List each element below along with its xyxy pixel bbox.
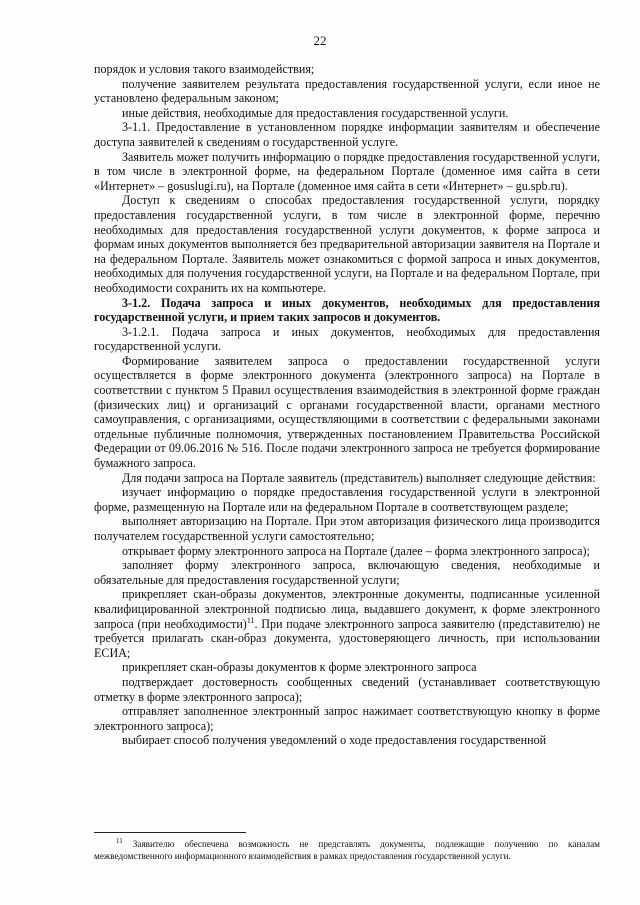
paragraph: иные действия, необходимые для предоставления государственной услуги. [122, 105, 509, 120]
page-number: 22 [313, 33, 327, 48]
paragraph: Формирование заявителем запроса о предоставлении государственной услуги осуществляется в форме электронного документа (электронного запроса) на Портале в соответствии с пунктом 5 Правил осуществления взаимодействия в электронной форме граждан (физических лиц) и организаций с органами государственной власти, органами местного самоуправления, с организациями, осуществляющими в соответствии с федеральными законами отдельные публичные полномочия, утвержденных постановлением Правительства Российской Федерации от 09.06.2016 № 516. После подачи электронного запроса не требуется формирование бумажного запроса. [94, 353, 600, 471]
list-item: прикрепляет скан-образы документов к форме электронного запроса [122, 660, 477, 675]
footnote-divider [94, 832, 246, 833]
list-item: выполняет авторизацию на Портале. При этом авторизация физического лица производится получателем государственной услуги самостоятельно; [94, 514, 600, 543]
footnote-reference: 11 [246, 615, 255, 625]
list-item: изучает информацию о порядке предоставления государственной услуги в электронной форме, размещенную на Портале или на федеральном Портале в соответствующем разделе; [94, 485, 600, 514]
footnote-number: 11 [116, 836, 123, 845]
list-item: открывает форму электронного запроса на Портале (далее – форма электронного запроса); [122, 543, 590, 558]
document-body [94, 62, 600, 748]
paragraph-text-continued: . При подаче электронного запроса заявителю (представителю) не требуется прилагать скан-образ документа, удостоверяющего личность, при использовании ЕСИА; [94, 616, 601, 660]
paragraph: 3-1.1. Предоставление в установленном порядке информации заявителям и обеспечение доступа заявителей к сведениям о государственной услуге. [94, 120, 600, 149]
paragraph-text: прикрепляет скан-образы документов, электронные документы, подписанные усиленной квалифицированной электронной подписью лица, выдавшего документ, к форме электронного запроса (при необходимости) [94, 587, 600, 631]
paragraph: Для подачи запроса на Портале заявитель (представитель) выполняет следующие действия: [122, 470, 596, 485]
footnote-text: Заявителю обеспечена возможность не представлять документы, подлежащие получению по каналам межведомственного информационного взаимодействия в рамках предоставления государственной услуги. [94, 839, 600, 861]
list-item: подтверждает достоверность сообщенных сведений (устанавливает соответствующую отметку в форме электронного запроса); [94, 674, 600, 704]
paragraph: 3-1.2.1. Подача запроса и иных документов, необходимых для предоставления государственной услуги. [94, 324, 600, 354]
paragraph: получение заявителем результата предоставления государственной услуги, если иное не установлено федеральным законом; [94, 76, 600, 106]
paragraph: порядок и условия такого взаимодействия; [94, 62, 315, 76]
list-item [94, 587, 600, 660]
section-heading: 3-1.2. Подача запроса и иных документов, необходимых для предоставления государственной услуги, и прием таких запросов и документов. [94, 295, 600, 325]
paragraph: Заявитель может получить информацию о порядке предоставления государственной услуги, в том числе в электронной форме, на федеральном Портале (доменное имя сайта в сети «Интернет» – gosuslugi.ru), на Портале (доменное имя сайта в сети «Интернет» – gu.spb.ru). [94, 149, 600, 193]
paragraph: Доступ к сведениям о способах предоставления государственной услуги, порядку предоставления государственной услуги, в том числе в электронной форме, перечню необходимых для предоставления государственной услуги документов, к форме запроса и формам иных документов выполняется без предварительной авторизации заявителя на Портале и на федеральном Портале. Заявитель может ознакомиться с формой запроса и иных документов, необходимых для получения государственной услуги, на Портале и на федеральном Портале, при необходимости сохранить их на компьютере. [94, 193, 600, 295]
list-item: заполняет форму электронного запроса, включающую сведения, необходимые и обязательные для предоставления государственной услуги; [94, 558, 600, 587]
list-item: выбирает способ получения уведомлений о ходе предоставления государственной [122, 733, 547, 748]
footnote [94, 838, 600, 862]
list-item: отправляет заполненное электронный запрос нажимает соответствующую кнопку в форме электронного запроса); [94, 704, 600, 733]
